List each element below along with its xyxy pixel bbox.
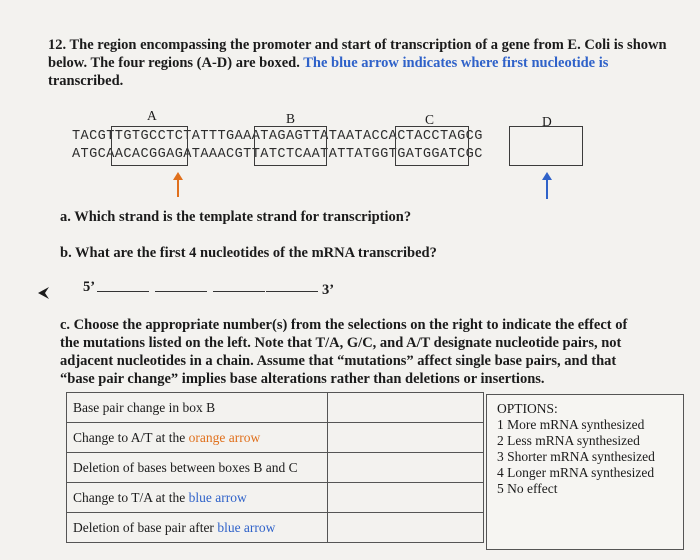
answer-cell[interactable]: [328, 453, 484, 483]
answer-cell[interactable]: [328, 513, 484, 543]
mutation-table: [66, 392, 484, 543]
question-header: [48, 36, 678, 90]
option-item: 4 Longer mRNA synthesized: [497, 465, 655, 480]
table-row: [67, 423, 484, 453]
option-item: 1 More mRNA synthesized: [497, 417, 645, 432]
question-text: The region encompassing the promoter and start of transcription of a gene from E. Coli is shown below. The four regions (A-D) are boxed.: [48, 37, 667, 71]
options-title: OPTIONS:: [497, 401, 558, 416]
table-row: [67, 513, 484, 543]
five-prime-label: 5’: [83, 279, 96, 295]
options-box: [486, 394, 684, 550]
table-cell-mutation: Change to T/A at the blue arrow: [67, 483, 328, 513]
question-text-end: transcribed.: [48, 73, 124, 89]
table-cell-mutation: Change to A/T at the orange arrow: [67, 423, 328, 453]
region-label-d: D: [542, 114, 552, 129]
blue-arrow-icon: [541, 172, 553, 200]
box-b: [254, 126, 327, 166]
option-item: 2 Less mRNA synthesized: [497, 433, 640, 448]
region-label-c: C: [425, 112, 435, 127]
question-number: 12.: [48, 37, 67, 53]
blue-arrow-note: The blue arrow indicates where first nucleotide is: [303, 55, 609, 71]
option-item: 5 No effect: [497, 481, 558, 496]
bottom-strand: ATGCAACACGGAGATAAACGTTATCTCAATATTATGGTGATGGATCGC: [72, 147, 483, 162]
mouse-cursor-icon: [36, 286, 50, 300]
table-row: [67, 393, 484, 423]
box-c: [395, 126, 469, 166]
table-cell-mutation: Base pair change in box B: [67, 393, 328, 423]
top-strand: TACGTTGTGCCTCTATTTGAAATAGAGTTATAATACCACTACCTAGCG: [72, 129, 483, 144]
region-label-a: A: [147, 108, 157, 123]
nucleotide-blank-4[interactable]: [266, 291, 318, 292]
table-cell-mutation: Deletion of base pair after blue arrow: [67, 513, 328, 543]
table-row: [67, 453, 484, 483]
answer-cell[interactable]: [328, 393, 484, 423]
part-c-question: c. Choose the appropriate number(s) from the selections on the right to indicate the effect of the mutations listed on the left. Note that T/A, G/C, and A/T designate nucleotide pairs, not adjacent nucleotides in a chain. Assume that “mutations” affect single base pairs, and that “base pair change” implies base alterations rather than deletions or insertions.: [60, 317, 628, 387]
table-cell-mutation: Deletion of bases between boxes B and C: [67, 453, 328, 483]
table-row: [67, 483, 484, 513]
box-d: [509, 126, 583, 166]
box-a: [111, 126, 188, 166]
orange-arrow-icon: [172, 172, 184, 198]
answer-cell[interactable]: [328, 483, 484, 513]
nucleotide-blank-1[interactable]: [97, 291, 149, 292]
part-a-question: a. Which strand is the template strand for transcription?: [60, 209, 412, 225]
part-b-question: b. What are the first 4 nucleotides of the mRNA transcribed?: [60, 245, 437, 261]
option-item: 3 Shorter mRNA synthesized: [497, 449, 655, 464]
three-prime-label: 3’: [322, 282, 335, 298]
answer-cell[interactable]: [328, 423, 484, 453]
nucleotide-blank-3[interactable]: [213, 291, 265, 292]
nucleotide-blank-2[interactable]: [155, 291, 207, 292]
region-label-b: B: [286, 111, 296, 126]
